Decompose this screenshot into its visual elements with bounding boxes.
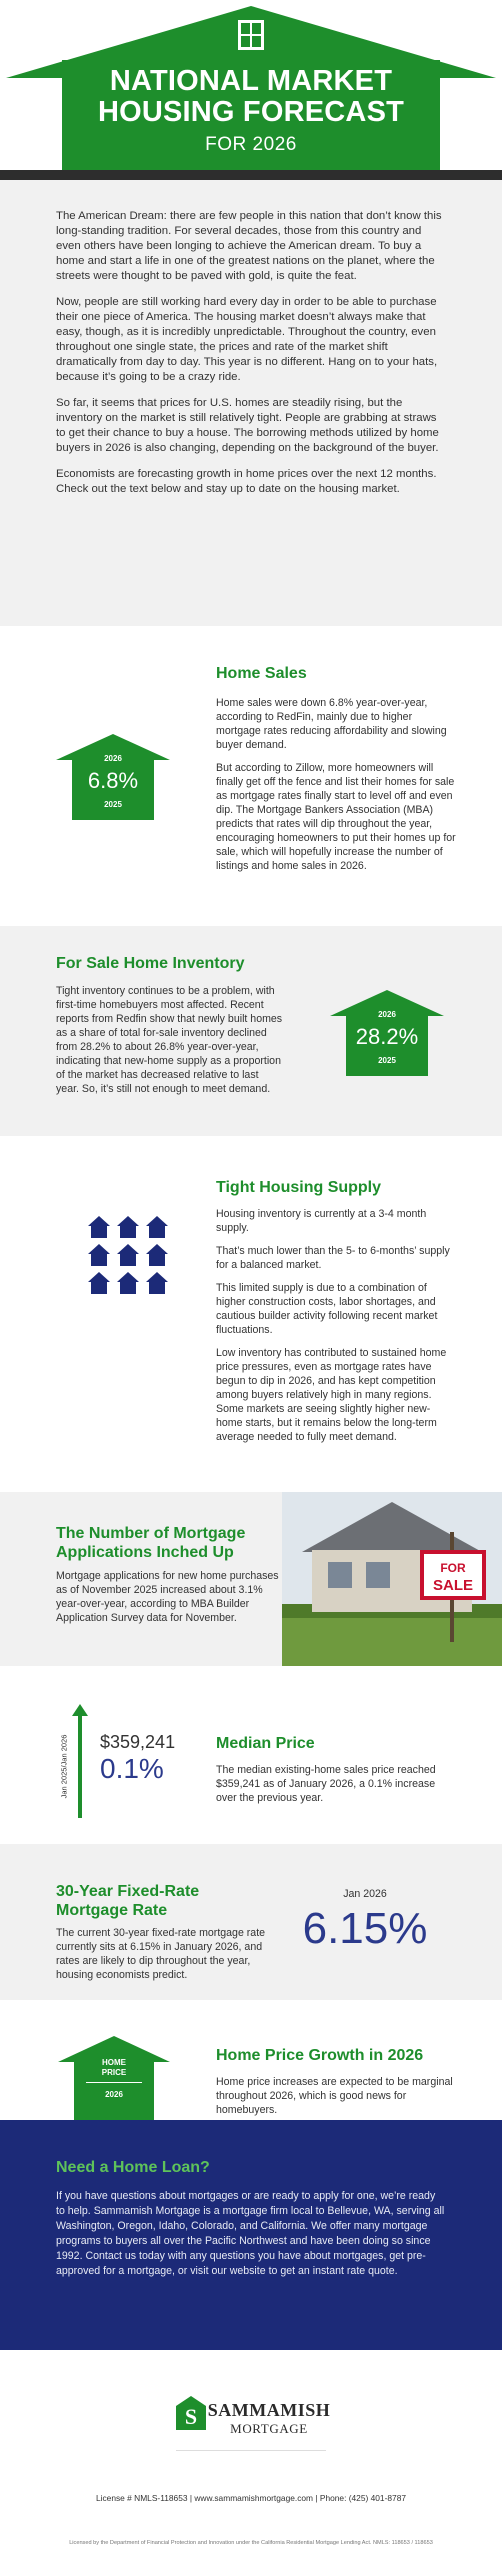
- intro-section: [0, 180, 502, 626]
- section-paragraph: That’s much lower than the 5- to 6-months’ supply for a balanced market.: [216, 1245, 450, 1271]
- section-title: Need a Home Loan?: [56, 2159, 210, 2176]
- section-paragraph: Low inventory has contributed to sustained home price pressures, even as mortgage rates have begun to dip in 2026, and has kept competition among buyers relatively high in many regions. Some markets are seeing slightly higher new-home starts, but it remains below the long-term average needed to fully meet demand.: [216, 1347, 447, 1443]
- median-value: $359,241: [100, 1732, 176, 1752]
- intro-paragraph: Now, people are still working hard every day in order to be able to purchase their one piece of America. The housing market doesn’t always make that easy, though, as it is incredibly unpredictable. Throughout the country, even throughout one single state, the prices and rate of the market shift dramatically from day to day. This year is no different. Hang on to your hats, because it’s going to be a crazy ride.: [56, 296, 438, 383]
- home-loan-section: [0, 2120, 502, 2350]
- badge-value: 6.8%: [87, 768, 139, 793]
- supply-content: [216, 1178, 456, 1453]
- page-title-line2: HOUSING FORECAST: [97, 96, 405, 128]
- logo-text-line2: MORTGAGE: [230, 2421, 308, 2436]
- median-figures: [100, 1732, 175, 1785]
- section-title: [56, 1882, 284, 1920]
- section-paragraph: This limited supply is due to a combination of higher construction costs, labor shortages, and cautious builder activity following recent market fluctuations.: [216, 1282, 438, 1336]
- section-title-line1: 30-Year Fixed-Rate: [56, 1883, 200, 1900]
- home-sales-section: [0, 626, 502, 926]
- section-paragraph: Mortgage applications for new home purchases as of November 2025 increased about 3.1% year-over-year, according to MBA Builder Application Survey data for November.: [56, 1570, 279, 1624]
- inventory-badge: [330, 990, 444, 1076]
- logo-text-line1: SAMMAMISH: [207, 2400, 331, 2420]
- footer-contact: License # NMLS-118653 | www.sammamishmortgage.com | Phone: (425) 401-8787: [95, 2493, 407, 2503]
- supply-section: [0, 1136, 502, 1492]
- badge-divider: [86, 2082, 142, 2083]
- fixed-rate-date: Jan 2026: [343, 1888, 387, 1900]
- median-axis-label: Jan 2025/Jan 2026: [59, 1734, 69, 1799]
- footer-divider: [176, 2450, 326, 2451]
- section-paragraph: Housing inventory is currently at a 3-4 month supply.: [216, 1208, 427, 1234]
- section-title: Home Sales: [216, 665, 307, 682]
- badge-year-top: 2026: [104, 754, 122, 763]
- section-title: Tight Housing Supply: [216, 1179, 382, 1196]
- growth-content: [216, 2046, 456, 2126]
- page-subtitle: FOR 2026: [205, 134, 297, 155]
- section-paragraph: Home price increases are expected to be marginal throughout 2026, which is good news for homebuyers.: [216, 2076, 453, 2116]
- badge-year-bottom: 2025: [378, 1056, 396, 1065]
- inventory-section: [0, 926, 502, 1136]
- section-paragraph: If you have questions about mortgages or are ready to apply for one, we’re ready to help. Sammamish Mortgage is a mortgage firm local to Bellevue, WA, serving all Washington, Oregon, Idaho, Colorado, and California. We offer many mortgage programs to buyers all over the Pacific Northwest and have been doing so since 1992. Contact us today with any questions you have about mortgages, get pre-approved for a mortgage, or visit our website to get an instant rate quote.: [56, 2190, 445, 2277]
- section-title-line2: Mortgage Rate: [56, 1902, 168, 1919]
- section-title: [56, 1524, 284, 1562]
- badge-year-bottom: 2025: [104, 800, 122, 809]
- footer-legal: Licensed by the Department of Financial Protection and Innovation under the California Residential Mortgage Lending Act. NMLS: 118653 / 118653: [69, 2540, 433, 2546]
- up-arrow-icon: [58, 2036, 170, 2120]
- intro-paragraph: The American Dream: there are few people in this nation that don’t know this long-standing tradition. For several decades, those from this country and even others have been longing to achieve the American dream. To buy a home and start a life in one of the greatest nations on the planet, where the streets were thought to be paved with gold, is quite the feat.: [56, 210, 442, 282]
- for-sale-house-image: [282, 1492, 502, 1666]
- fixed-rate-section: [0, 1844, 502, 2000]
- inventory-content: [56, 954, 284, 1105]
- section-paragraph: The current 30-year fixed-rate mortgage rate currently sits at 6.15% in January 2026, and rates are likely to dip throughout the year, housing economists predict.: [56, 1927, 266, 1981]
- intro-paragraph: Economists are forecasting growth in home prices over the next 12 months. Check out the text below and stay up to date on the housing market.: [56, 468, 437, 495]
- section-paragraph: Home sales were down 6.8% year-over-year, according to RedFin, mainly due to higher mortgage rates reducing affordability and slowing buyer demand.: [216, 697, 447, 751]
- section-paragraph: The median existing-home sales price reached $359,241 as of January 2026, a 0.1% increase over the previous year.: [216, 1764, 436, 1804]
- page-title: [0, 66, 502, 128]
- applications-content: [56, 1524, 284, 1634]
- badge-label-line1: HOME: [102, 2058, 126, 2067]
- sign-text-sale: SALE: [432, 1577, 474, 1594]
- home-sales-badge: [56, 734, 170, 820]
- company-logo: [176, 2394, 331, 2448]
- section-title: For Sale Home Inventory: [56, 955, 245, 972]
- median-percent: 0.1%: [100, 1753, 164, 1784]
- fixed-rate-content: [56, 1882, 284, 1991]
- fixed-rate-value: 6.15%: [302, 1904, 428, 1953]
- badge-label-line2: PRICE: [101, 2068, 127, 2077]
- section-title-line2: Applications Inched Up: [56, 1544, 234, 1561]
- badge-year-bottom: 2026: [105, 2090, 123, 2099]
- home-price-badge: [58, 2036, 170, 2120]
- footer: [0, 2350, 502, 2560]
- sign-text-for: FOR: [440, 1561, 466, 1575]
- home-sales-content: [216, 664, 456, 882]
- applications-section: [0, 1492, 502, 1666]
- section-paragraph: But according to Zillow, more homeowners will finally get off the fence and list their homes for sale as mortgage rates finally start to level off and even dip. The Mortgage Bankers Association (MBA) predicts that rates will dip throughout the year, encouraging homeowners to put their homes up for sale, which will hopefully increase the number of listings and home sales in 2026.: [216, 762, 456, 872]
- badge-year-top: 2026: [378, 1010, 396, 1019]
- window-icon: [238, 20, 264, 50]
- header: [0, 0, 502, 172]
- median-content: [216, 1734, 456, 1814]
- section-title: Home Price Growth in 2026: [216, 2047, 424, 2064]
- median-section: [0, 1666, 502, 1844]
- section-title-line1: The Number of Mortgage: [56, 1525, 246, 1542]
- svg-text:S: S: [184, 2404, 198, 2429]
- badge-value: 28.2%: [355, 1024, 419, 1049]
- page-title-line1: NATIONAL MARKET: [109, 65, 393, 97]
- divider: [0, 170, 502, 180]
- section-paragraph: Tight inventory continues to be a problem, with first-time homebuyers most affected. Recent reports from Redfin show that newly built homes as a share of total for-sale inventory declined from 28.2% to about 26.8% year-over-year, indicating that new-home supply as a proportion of the market has decreased relative to last year. So, it’s still not enough to meet demand.: [56, 985, 283, 1095]
- intro-paragraph: So far, it seems that prices for U.S. homes are steadily rising, but the inventory on the market is still relatively tight. People are grabbing at straws to get their chance to buy a house. The borrowing methods utilized by home buyers in 2026 is also changing, depending on the background of the buyer.: [56, 397, 439, 454]
- section-title: Median Price: [216, 1735, 315, 1752]
- houses-icon: [88, 1216, 168, 1296]
- growth-section: [0, 2000, 502, 2120]
- up-arrow-icon: [72, 1704, 88, 1818]
